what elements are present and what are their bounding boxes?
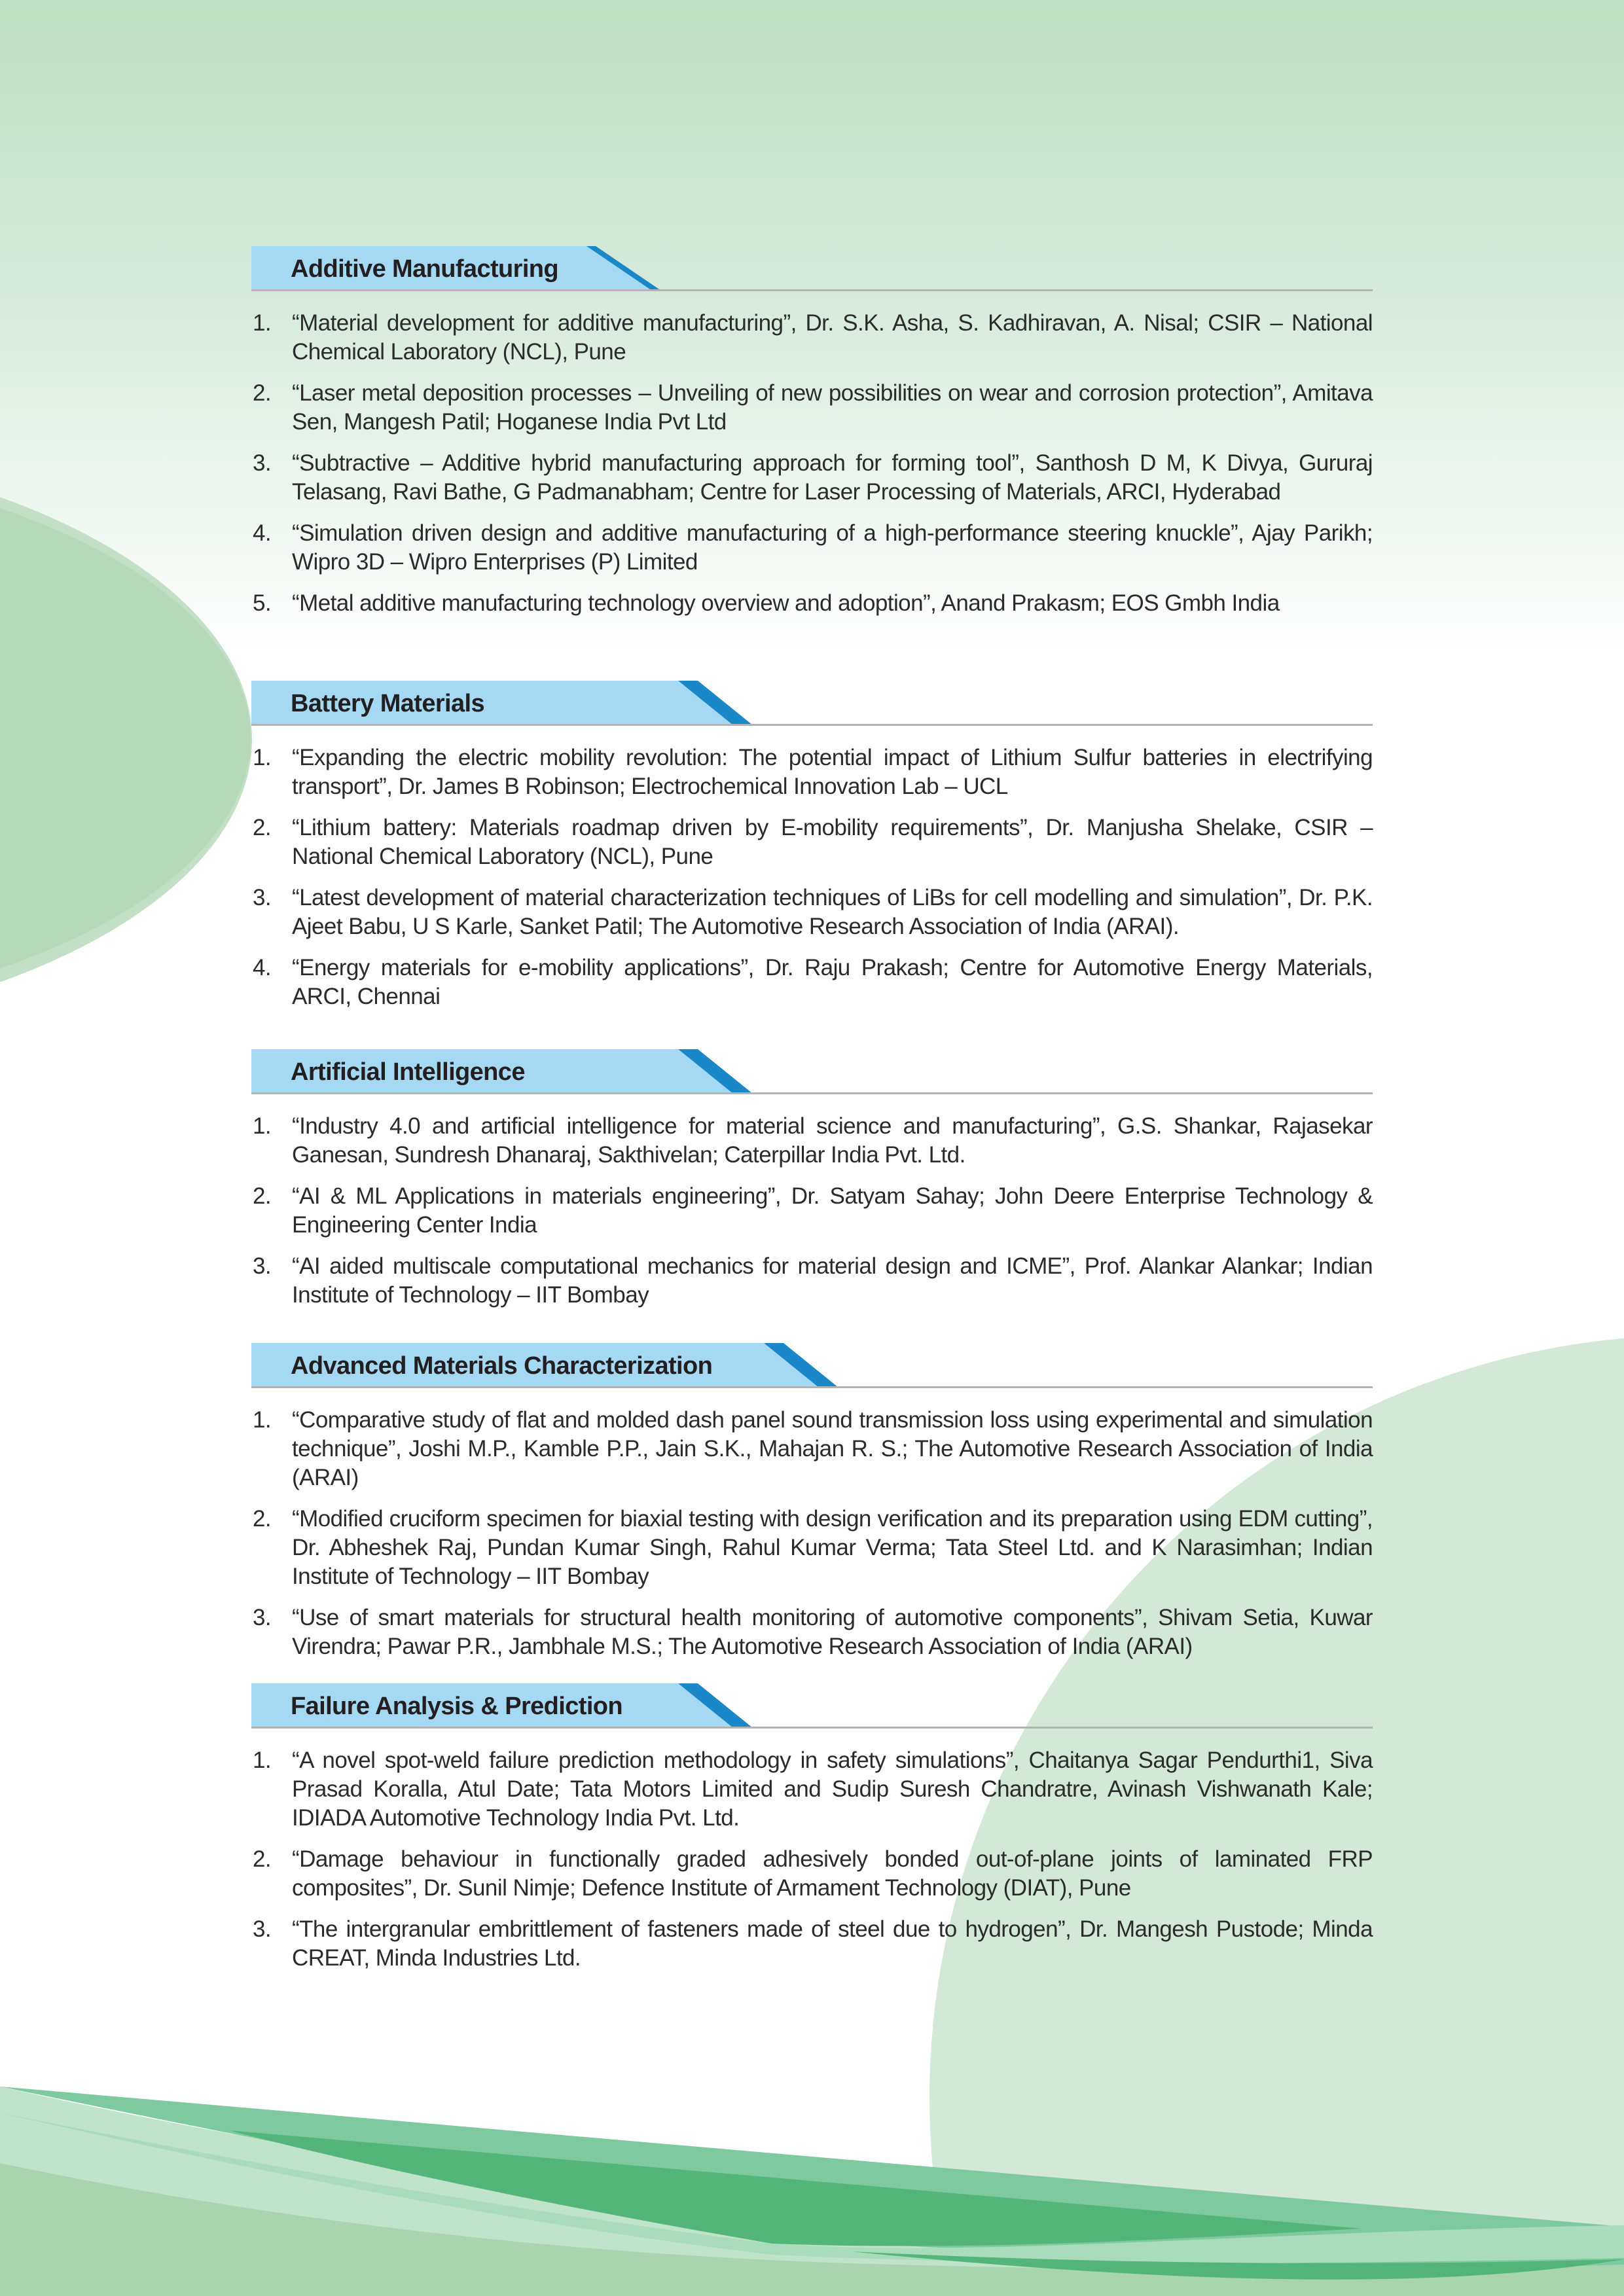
item-number: 1. bbox=[253, 745, 272, 770]
item-number: 3. bbox=[253, 1253, 272, 1279]
section-failure-analysis-prediction bbox=[251, 1683, 1373, 1985]
list-item bbox=[251, 519, 1373, 577]
paper-list bbox=[251, 1746, 1373, 1973]
section-title: Battery Materials bbox=[291, 690, 485, 717]
item-number: 1. bbox=[253, 1113, 272, 1139]
section-header bbox=[251, 681, 1373, 725]
item-number: 3. bbox=[253, 885, 272, 910]
item-text: “Damage behaviour in functionally graded adhesively bonded out-of-plane joints of laminated FRP composites”, Dr. Sunil Nimje; Defence Institute of Armament Technology (DIAT), Pune bbox=[292, 1846, 1373, 1901]
section-title: Artificial Intelligence bbox=[291, 1058, 525, 1086]
item-number: 3. bbox=[253, 1916, 272, 1942]
section-title: Additive Manufacturing bbox=[291, 255, 559, 283]
item-number: 2. bbox=[253, 1183, 272, 1209]
item-text: “Simulation driven design and additive manufacturing of a high-performance steering knuckle”, Ajay Parikh; Wipro 3D – Wipro Enterprises (P) Limited bbox=[292, 520, 1373, 575]
list-item bbox=[251, 1182, 1373, 1240]
item-number: 2. bbox=[253, 815, 272, 840]
item-number: 5. bbox=[253, 590, 272, 616]
section-header bbox=[251, 246, 1373, 291]
list-item bbox=[251, 884, 1373, 941]
item-number: 1. bbox=[253, 1407, 272, 1433]
item-number: 4. bbox=[253, 520, 272, 546]
list-item bbox=[251, 589, 1373, 618]
item-text: “Modified cruciform specimen for biaxial testing with design verification and its preparation using EDM cutting”, Dr. Abheshek Raj, Pundan Kumar Singh, Rahul Kumar Verma; Tata Steel Ltd. and K Narasimhan; Indian Institute of Technology – IIT Bombay bbox=[292, 1506, 1373, 1589]
item-text: “Use of smart materials for structural health monitoring of automotive components”, Shivam Setia, Kuwar Virendra; Pawar P.R., Jambhale M.S.; The Automotive Research Association of India (ARAI) bbox=[292, 1605, 1373, 1659]
list-item bbox=[251, 1252, 1373, 1310]
list-item bbox=[251, 814, 1373, 871]
item-text: “Subtractive – Additive hybrid manufacturing approach for forming tool”, Santhosh D M, K Divya, Gururaj Telasang, Ravi Bathe, G Padmanabham; Centre for Laser Processing of Materials, ARCI, Hyderabad bbox=[292, 450, 1373, 505]
paper-list bbox=[251, 1406, 1373, 1661]
list-item bbox=[251, 449, 1373, 507]
paper-list bbox=[251, 744, 1373, 1011]
paper-list bbox=[251, 309, 1373, 618]
item-text: “Industry 4.0 and artificial intelligence for material science and manufacturing”, G.S. Shankar, Rajasekar Ganesan, Sundresh Dhanaraj, Sakthivelan; Caterpillar India Pvt. Ltd. bbox=[292, 1113, 1373, 1168]
list-item bbox=[251, 1915, 1373, 1973]
item-number: 3. bbox=[253, 1605, 272, 1630]
item-number: 1. bbox=[253, 1748, 272, 1773]
item-text: “Comparative study of flat and molded dash panel sound transmission loss using experimental and simulation technique”, Joshi M.P., Kamble P.P., Jain S.K., Mahajan R. S.; The Automotive Research Association of India (ARAI) bbox=[292, 1407, 1373, 1490]
item-text: “Laser metal deposition processes – Unveiling of new possibilities on wear and corrosion protection”, Amitava Sen, Mangesh Patil; Hoganese India Pvt Ltd bbox=[292, 380, 1373, 435]
section-advanced-materials-characterization bbox=[251, 1343, 1373, 1674]
item-number: 2. bbox=[253, 1846, 272, 1872]
list-item bbox=[251, 1505, 1373, 1591]
item-number: 2. bbox=[253, 1506, 272, 1532]
item-text: “Energy materials for e-mobility applications”, Dr. Raju Prakash; Centre for Automotive Energy Materials, ARCI, Chennai bbox=[292, 955, 1373, 1009]
list-item bbox=[251, 1845, 1373, 1903]
item-text: “The intergranular embrittlement of fasteners made of steel due to hydrogen”, Dr. Mangesh Pustode; Minda CREAT, Minda Industries Ltd. bbox=[292, 1916, 1373, 1971]
item-number: 1. bbox=[253, 310, 272, 336]
section-title: Failure Analysis & Prediction bbox=[291, 1693, 623, 1720]
paper-list bbox=[251, 1112, 1373, 1310]
item-text: “Metal additive manufacturing technology overview and adoption”, Anand Prakasm; EOS Gmbh India bbox=[292, 590, 1280, 616]
list-item bbox=[251, 1746, 1373, 1833]
item-text: “Latest development of material characterization techniques of LiBs for cell modelling and simulation”, Dr. P.K. Ajeet Babu, U S Karle, Sanket Patil; The Automotive Research Association of India (ARAI). bbox=[292, 885, 1373, 939]
list-item bbox=[251, 1112, 1373, 1170]
section-title: Advanced Materials Characterization bbox=[291, 1352, 713, 1380]
item-number: 4. bbox=[253, 955, 272, 980]
section-battery-materials bbox=[251, 681, 1373, 1024]
section-artificial-intelligence bbox=[251, 1049, 1373, 1322]
item-number: 2. bbox=[253, 380, 272, 406]
list-item bbox=[251, 379, 1373, 437]
list-item bbox=[251, 954, 1373, 1011]
section-additive-manufacturing bbox=[251, 246, 1373, 630]
list-item bbox=[251, 309, 1373, 367]
item-number: 3. bbox=[253, 450, 272, 476]
section-header bbox=[251, 1049, 1373, 1094]
list-item bbox=[251, 1604, 1373, 1661]
list-item bbox=[251, 1406, 1373, 1492]
section-header bbox=[251, 1343, 1373, 1388]
item-text: “Expanding the electric mobility revolution: The potential impact of Lithium Sulfur batteries in electrifying transport”, Dr. James B Robinson; Electrochemical Innovation Lab – UCL bbox=[292, 745, 1373, 799]
item-text: “A novel spot-weld failure prediction methodology in safety simulations”, Chaitanya Sagar Pendurthi1, Siva Prasad Koralla, Atul Date; Tata Motors Limited and Sudip Suresh Chandratre, Avinash Vishwanath Kale; IDIADA Automotive Technology India Pvt. Ltd. bbox=[292, 1748, 1373, 1831]
item-text: “AI & ML Applications in materials engineering”, Dr. Satyam Sahay; John Deere Enterprise Technology & Engineering Center India bbox=[292, 1183, 1373, 1238]
item-text: “Lithium battery: Materials roadmap driven by E-mobility requirements”, Dr. Manjusha Shelake, CSIR – National Chemical Laboratory (NCL), Pune bbox=[292, 815, 1373, 869]
item-text: “Material development for additive manufacturing”, Dr. S.K. Asha, S. Kadhiravan, A. Nisal; CSIR – National Chemical Laboratory (NCL), Pune bbox=[292, 310, 1373, 365]
section-header bbox=[251, 1683, 1373, 1728]
item-text: “AI aided multiscale computational mechanics for material design and ICME”, Prof. Alankar Alankar; Indian Institute of Technology – IIT Bombay bbox=[292, 1253, 1373, 1308]
left-circle-inner bbox=[0, 452, 251, 1024]
list-item bbox=[251, 744, 1373, 801]
